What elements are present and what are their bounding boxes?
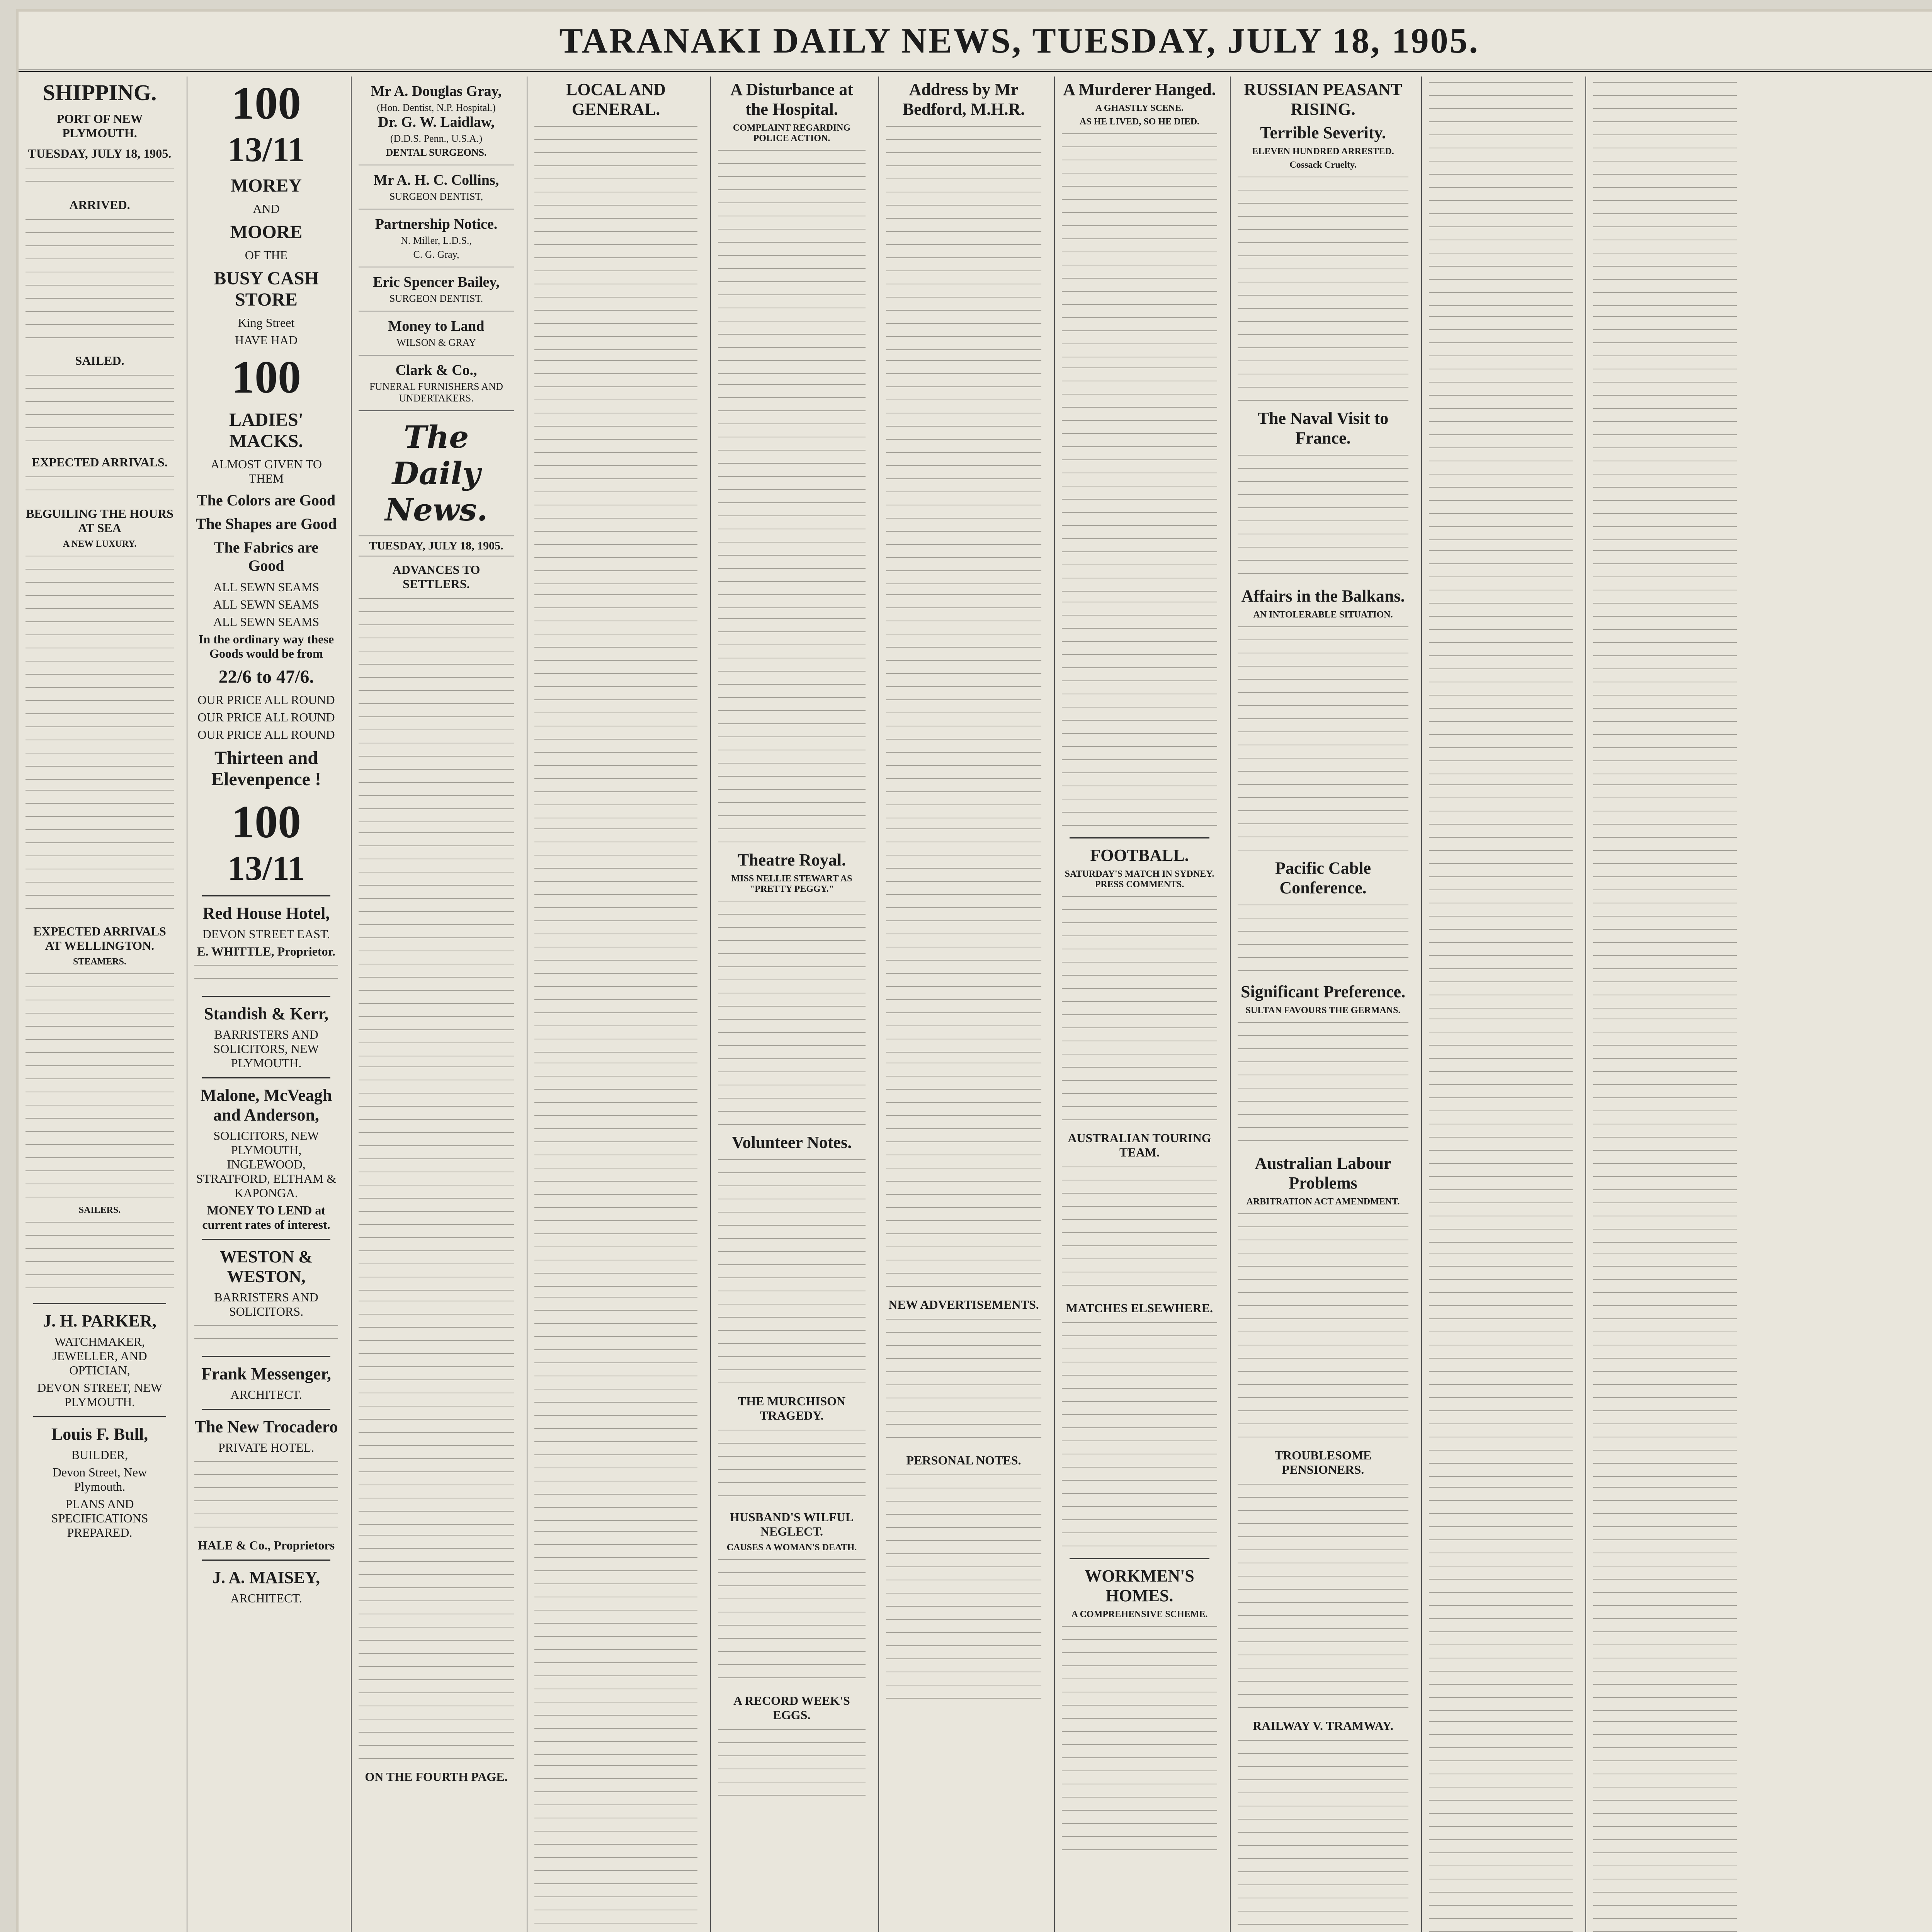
text-block [1429,1015,1573,1247]
ad-sewn-seams: ALL SEWN SEAMS [213,597,320,611]
murderer-sub2: AS HE LIVED, SO HE DIED. [1079,117,1200,127]
ad-and: AND [253,202,280,216]
text-block [534,123,697,355]
russian-sub2: ELEVEN HUNDRED ARRESTED. [1252,146,1394,156]
text-block [1429,547,1573,779]
card-clark-name: Clark & Co., [395,362,477,378]
card-gray-sub: (Hon. Dentist, N.P. Hospital.) [377,102,496,113]
text-block [1062,893,1217,1125]
card-gray-name: Mr A. Douglas Gray, [371,83,502,99]
football-sub: SATURDAY'S MATCH IN SYDNEY. PRESS COMMENTS. [1065,869,1214,889]
card-collins-name: Mr A. H. C. Collins, [373,172,499,188]
bull-plans: PLANS AND SPECIFICATIONS PREPARED. [51,1497,148,1539]
hospital-sub: COMPLAINT REGARDING POLICE ACTION. [733,123,851,143]
bedford-heading: Address by Mr Bedford, M.H.R. [902,80,1025,119]
shipping-sailed: SAILED. [75,354,124,367]
eggs-heading: A RECORD WEEK'S EGGS. [733,1694,850,1722]
maisey-title: J. A. MAISEY, [212,1568,320,1587]
divider [202,895,330,896]
card-bailey-name: Eric Spencer Bailey, [373,274,500,290]
card-partnership [359,209,514,267]
text-block [534,825,697,1057]
text-block [26,372,174,449]
text-block [26,216,174,347]
maisey-sub: ARCHITECT. [230,1591,302,1605]
text-block [1238,901,1408,979]
malone-money: MONEY TO LEND at current rates of interest. [202,1203,330,1231]
column-advertisements [187,77,345,1932]
newspaper-page [19,12,1932,1932]
shipping-beguiling: BEGUILING THE HOURS AT SEA [26,507,173,535]
divider [202,1560,330,1561]
messenger-sub: ARCHITECT. [230,1388,302,1401]
masthead [19,12,1932,72]
bull-trade: BUILDER, [71,1448,128,1462]
text-block [26,1219,174,1296]
malone-title: Malone, McVeagh and Anderson, [200,1086,332,1124]
text-block [1238,1019,1408,1150]
ad-fraction-bottom: 13/11 [227,849,305,888]
redhouse-address: DEVON STREET EAST. [202,927,330,941]
card-miller: N. Miller, L.D.S., [401,235,472,246]
text-block [194,1322,338,1349]
divider [33,1416,166,1417]
ad-number-top: 100 [231,77,301,129]
text-block [886,1060,1041,1291]
text-block [1238,452,1408,583]
shipping-novelty: A NEW LUXURY. [63,539,137,549]
text-block [1238,173,1408,405]
card-gray [359,77,514,165]
divider [202,1409,330,1410]
theatre-sub: MISS NELLIE STEWART AS "PRETTY PEGGY." [731,874,852,894]
text-block [1429,781,1573,1013]
pacific-heading: Pacific Cable Conference. [1275,859,1371,897]
trocadero-proprietors: HALE & Co., Proprietors [197,1538,335,1552]
text-block [1062,130,1217,362]
husband-sub: CAUSES A WOMAN'S DEATH. [726,1543,857,1553]
card-wilson: WILSON & GRAY [396,337,476,348]
text-block [718,1427,866,1504]
trocadero-sub: PRIVATE HOTEL. [218,1440,315,1454]
arbitration-sub: ARBITRATION ACT AMENDMENT. [1246,1197,1400,1207]
divider [33,1303,166,1304]
text-block [1593,1250,1737,1481]
leader-heading: ADVANCES TO SETTLERS. [392,563,480,591]
text-block [1429,313,1573,545]
tramway-heading: RAILWAY V. TRAMWAY. [1252,1719,1393,1733]
ad-our-price: OUR PRICE ALL ROUND [197,710,335,724]
ad-king-street: King Street [238,316,295,330]
parker-address: DEVON STREET, NEW PLYMOUTH. [37,1381,162,1409]
standish-sub: BARRISTERS AND SOLICITORS, NEW PLYMOUTH. [213,1027,319,1070]
text-block [718,898,866,1129]
text-block [359,829,514,1061]
new-ads-heading: NEW ADVERTISEMENTS. [888,1298,1039,1311]
text-block [1062,364,1217,596]
text-block [26,970,174,1202]
divider [1070,837,1209,838]
card-clark [359,355,514,411]
card-bailey [359,267,514,311]
shipping-expected-wellington: EXPECTED ARRIVALS AT WELLINGTON. [33,924,166,952]
ad-shapes-good: The Shapes are Good [196,515,337,532]
text-block [718,381,866,613]
text-block [26,553,174,784]
ad-moore: MOORE [230,222,303,242]
ad-price: 22/6 to 47/6. [218,667,314,687]
volunteer-heading: Volunteer Notes. [731,1133,852,1152]
shipping-date: TUESDAY, JULY 18, 1905. [28,146,172,160]
parker-name: J. H. PARKER, [43,1311,156,1330]
text-block [359,1298,514,1529]
card-money-title: Money to Land [388,318,485,334]
troublesome-heading: TROUBLESOME PENSIONERS. [1274,1448,1372,1476]
text-block [1238,623,1408,855]
ad-fraction-top: 13/11 [227,131,305,169]
text-block [534,1528,697,1760]
local-heading: LOCAL AND GENERAL. [566,80,666,119]
fourth-page: ON THE FOURTH PAGE. [365,1770,508,1784]
ad-busy-cash-store: BUSY CASH STORE [214,268,319,310]
ad-ladies-macks: LADIES' MACKS. [229,410,304,451]
theatre-heading: Theatre Royal. [737,850,846,869]
redhouse-proprietor: E. WHITTLE, Proprietor. [197,944,335,958]
preference-heading: Significant Preference. [1240,982,1406,1001]
column-cables [1230,77,1415,1932]
text-block [886,123,1041,355]
matches-heading: MATCHES ELSEWHERE. [1066,1301,1213,1315]
text-block [1429,1718,1573,1932]
divider [202,1239,330,1240]
text-block [1593,1718,1737,1932]
column-news [1054,77,1224,1932]
weston-title: WESTON & WESTON, [219,1247,313,1286]
text-block [1593,313,1737,545]
ad-our-price: OUR PRICE ALL ROUND [197,728,335,742]
text-block [718,1556,866,1687]
ad-number-ladies: 100 [231,351,301,403]
ad-sewn-seams: ALL SEWN SEAMS [213,615,320,629]
shipping-heading: SHIPPING. [43,80,157,105]
touring-heading: AUSTRALIAN TOURING TEAM. [1068,1131,1211,1159]
column-continued-2 [1585,77,1744,1932]
card-collins-sub: SURGEON DENTIST, [389,191,483,202]
divider [202,1077,330,1078]
text-block [534,1762,697,1932]
column-shipping [19,77,181,1932]
workmen-sub: A COMPREHENSIVE SCHEME. [1071,1609,1208,1619]
murderer-heading: A Murderer Hanged. [1063,80,1216,99]
text-block [534,357,697,589]
text-block [1593,781,1737,1013]
column-local [527,77,704,1932]
text-block [194,962,338,989]
text-block [194,1458,338,1535]
text-block [718,1156,866,1388]
personal-heading: PERSONAL NOTES. [906,1453,1021,1467]
card-partnership-title: Partnership Notice. [375,216,498,232]
text-block [1062,1163,1217,1295]
text-block [26,165,174,192]
ad-ordinary-way: In the ordinary way these Goods would be from [198,632,334,660]
card-dental: DENTAL SURGEONS. [386,147,487,158]
weston-sub: BARRISTERS AND SOLICITORS. [214,1290,318,1318]
bull-name: Louis F. Bull, [51,1425,148,1444]
text-block [1593,547,1737,779]
text-block [886,1471,1041,1703]
shipping-sailers: SAILERS. [78,1205,121,1215]
text-block [886,1316,1041,1447]
murderer-sub: A GHASTLY SCENE. [1095,103,1184,113]
ad-morey: MOREY [231,175,302,196]
leader-date: TUESDAY, JULY 18, 1905. [359,536,514,556]
text-block [359,595,514,827]
newspaper-logo: The Daily News. [385,419,488,528]
shipping-steamers: STEAMERS. [73,957,127,967]
ad-have-had: HAVE HAD [235,333,298,347]
labour-heading: Australian Labour Problems [1255,1154,1391,1192]
shipping-expected: EXPECTED ARRIVALS. [32,455,168,469]
malone-sub: SOLICITORS, NEW PLYMOUTH, INGLEWOOD, STRATFORD, ELTHAM & KAPONGA. [196,1129,337,1200]
text-block [359,1532,514,1764]
standish-title: Standish & Kerr, [204,1004,329,1023]
card-clark-sub: FUNERAL FURNISHERS AND UNDERTAKERS. [369,381,503,404]
ad-fabrics-good: The Fabrics are Good [214,539,319,574]
hospital-heading: A Disturbance at the Hospital. [730,80,853,119]
column-professional [351,77,521,1932]
text-block [1062,599,1217,830]
text-block [718,147,866,379]
text-block [1238,1481,1408,1713]
card-bailey-sub: SURGEON DENTIST. [389,293,483,304]
football-heading: FOOTBALL. [1090,846,1189,865]
naval-heading: The Naval Visit to France. [1257,409,1389,447]
text-block [534,1060,697,1291]
balkans-heading: Affairs in the Balkans. [1241,587,1405,605]
text-block [1593,79,1737,311]
text-block [26,473,174,500]
ad-of-the: OF THE [245,248,288,262]
text-block [534,1294,697,1526]
card-money [359,311,514,355]
column-continued-1 [1421,77,1580,1932]
parker-trade: WATCHMAKER, JEWELLER, AND OPTICIAN, [52,1335,147,1377]
russian-sub3: Cossack Cruelty. [1289,160,1357,170]
text-block [1429,1250,1573,1481]
text-block [718,615,866,847]
murchison-heading: THE MURCHISON TRAGEDY. [738,1394,846,1422]
ad-thirteen: Thirteen and Elevenpence ! [211,748,321,789]
text-block [718,1726,866,1803]
divider [202,996,330,997]
column-bedford [878,77,1048,1932]
ad-colors-good: The Colors are Good [197,492,336,509]
text-block [886,357,1041,589]
columns [19,77,1932,1932]
text-block [1593,1484,1737,1716]
ad-number-bottom: 100 [231,796,301,847]
workmen-heading: WORKMEN'S HOMES. [1085,1566,1194,1605]
russian-heading: RUSSIAN PEASANT RISING. [1244,80,1402,119]
ad-our-price: OUR PRICE ALL ROUND [197,693,335,707]
card-collins [359,165,514,209]
shipping-port: PORT OF NEW PLYMOUTH. [56,112,143,140]
divider [1070,1558,1209,1559]
messenger-title: Frank Messenger, [201,1364,331,1383]
trocadero-title: The New Trocadero [194,1417,338,1436]
bull-address: Devon Street, New Plymouth. [52,1465,147,1493]
russian-sub: Terrible Severity. [1260,123,1386,142]
preference-sub: SULTAN FAVOURS THE GERMANS. [1245,1005,1401,1015]
text-block [886,825,1041,1057]
text-block [359,1063,514,1295]
divider [202,1356,330,1357]
column-hospital [710,77,872,1932]
redhouse-title: Red House Hotel, [202,904,330,923]
text-block [1238,1210,1408,1442]
text-block [1429,79,1573,311]
text-block [1062,1623,1217,1855]
text-block [1429,1484,1573,1716]
ad-almost-given: ALMOST GIVEN TO THEM [210,457,322,485]
text-block [1062,1319,1217,1551]
ad-sewn-seams: ALL SEWN SEAMS [213,580,320,594]
card-laidlaw-name: Dr. G. W. Laidlaw, [378,114,495,130]
text-block [886,591,1041,823]
text-block [534,591,697,823]
text-block [1593,1015,1737,1247]
card-laidlaw-sub: (D.D.S. Penn., U.S.A.) [390,133,483,144]
card-gray2: C. G. Gray, [413,249,459,260]
masthead-title: TARANAKI DAILY NEWS, TUESDAY, JULY 18, 1905. [559,21,1480,60]
text-block [1238,1737,1408,1932]
intolerable-sub: AN INTOLERABLE SITUATION. [1253,610,1393,620]
husband-heading: HUSBAND'S WILFUL NEGLECT. [730,1510,854,1538]
text-block [26,787,174,918]
shipping-arrived: ARRIVED. [69,198,130,212]
